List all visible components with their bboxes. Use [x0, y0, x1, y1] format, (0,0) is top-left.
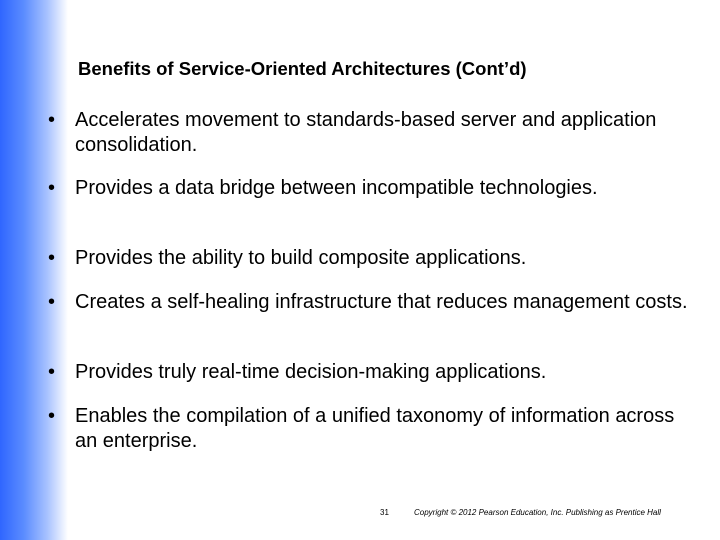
bullet-item [48, 246, 526, 271]
bullet-text: Creates a self-healing infrastructure that reduces management costs. [75, 291, 688, 313]
bullet-item [48, 360, 546, 385]
bullet-item [48, 290, 688, 315]
bullet-item [48, 404, 688, 454]
bullet-dot: • [48, 177, 56, 199]
bullet-text: Provides a data bridge between incompatible technologies. [75, 177, 598, 199]
bullet-item [48, 176, 598, 201]
bullet-text: Accelerates movement to standards-based server and application consolidation. [75, 109, 657, 156]
bullet-text: Provides the ability to build composite applications. [75, 247, 527, 269]
bullet-text: Provides truly real-time decision-making applications. [75, 361, 547, 383]
copyright-notice: Copyright © 2012 Pearson Education, Inc. Publishing as Prentice Hall [414, 508, 661, 517]
bullet-text: Enables the compilation of a unified taxonomy of information across an enterprise. [75, 405, 675, 452]
bullet-dot: • [48, 361, 56, 383]
page-number: 31 [380, 508, 389, 517]
slide-title: Benefits of Service-Oriented Architectures (Cont’d) [78, 58, 527, 79]
bullet-dot: • [48, 405, 56, 427]
bullet-item [48, 108, 688, 158]
bullet-dot: • [48, 109, 56, 131]
bullet-dot: • [48, 291, 56, 313]
bullet-dot: • [48, 247, 56, 269]
